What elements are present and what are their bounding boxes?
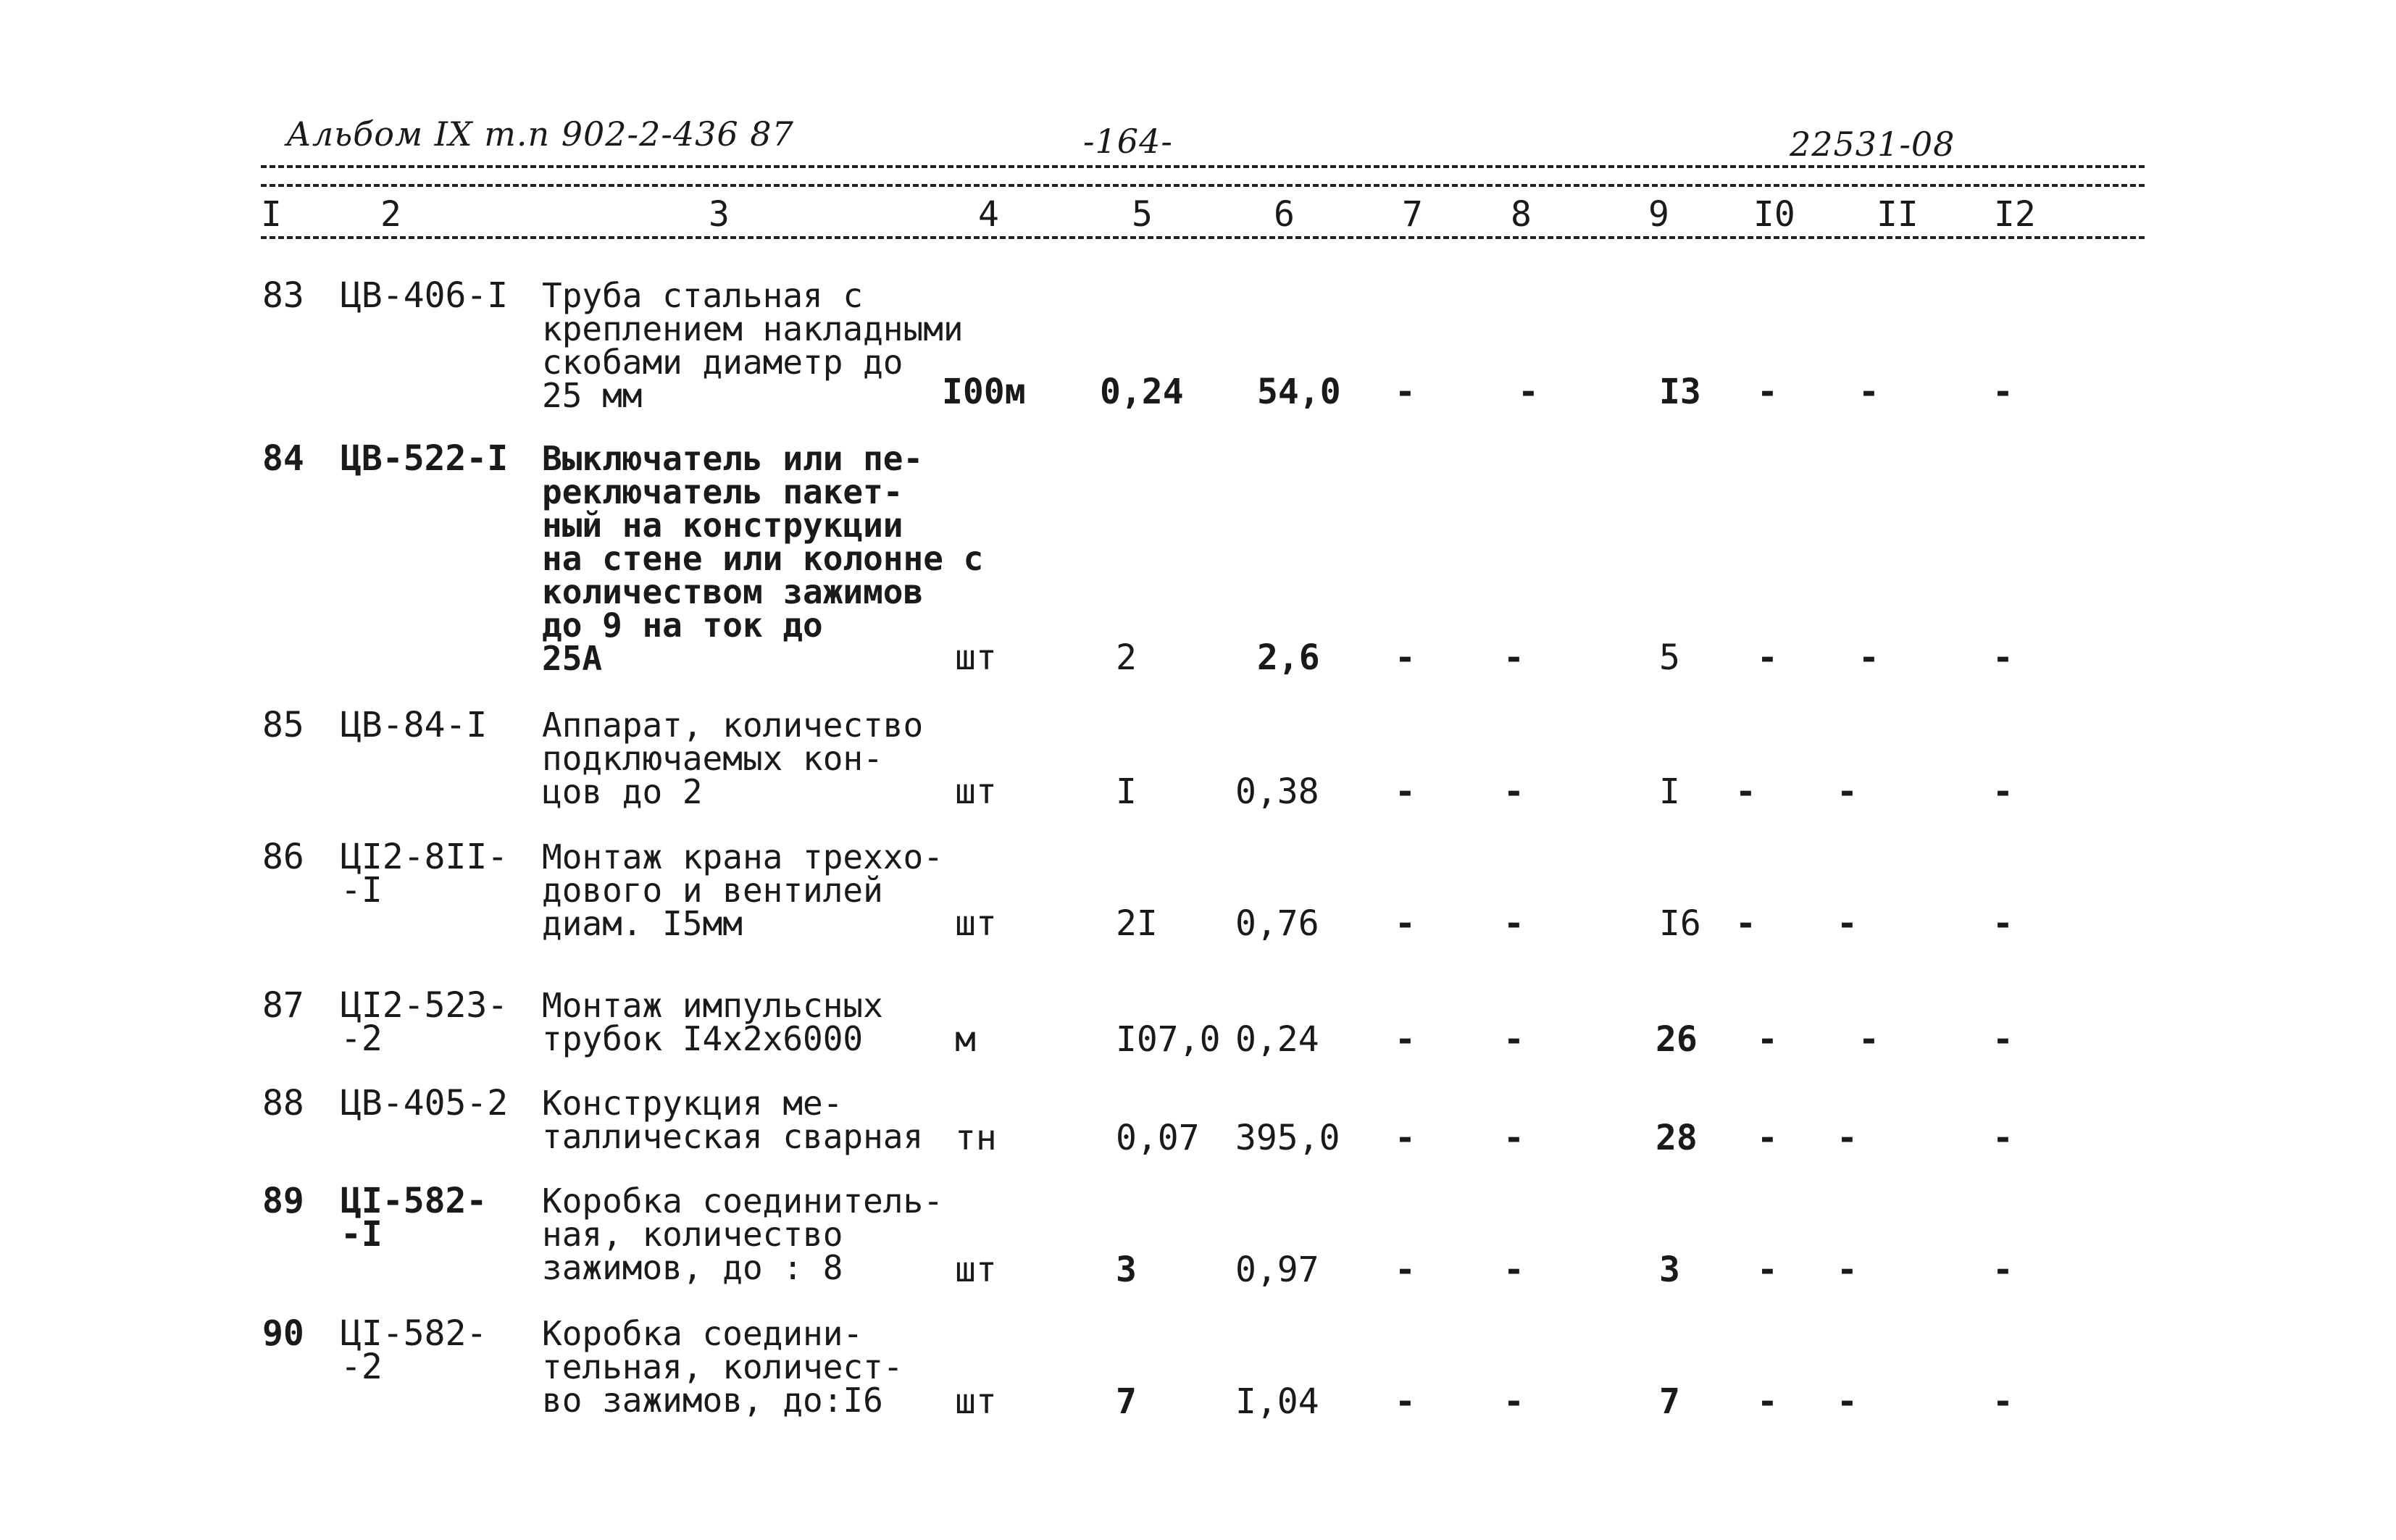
col-8: - [1503, 771, 1524, 812]
column-number: 2 [380, 194, 401, 235]
price-code: ЦВ-406-I [341, 275, 509, 316]
page-number: -164- [1083, 122, 1173, 161]
col-11: - [1858, 637, 1879, 678]
unit-price: 0,38 [1235, 771, 1319, 812]
unit: шт [955, 1250, 997, 1290]
col-11: - [1858, 1019, 1879, 1060]
col-12: - [1992, 1118, 2013, 1158]
col-7: - [1395, 1118, 1416, 1158]
col-12: - [1992, 372, 2013, 412]
work-description: Аппарат, количество подключаемых кон- цов до 2 [542, 706, 924, 811]
col-9: I6 [1659, 903, 1701, 944]
col-9: I [1659, 771, 1680, 812]
col-9: 26 [1656, 1019, 1698, 1060]
price-code: ЦI-582- -2 [341, 1313, 488, 1387]
col-8: - [1503, 637, 1524, 678]
col-10: - [1735, 771, 1756, 812]
row-number: 90 [262, 1313, 304, 1354]
row-number: 84 [262, 438, 304, 479]
col-7: - [1395, 372, 1416, 412]
column-number: II [1877, 194, 1919, 235]
col-12: - [1992, 771, 2013, 812]
col-10: - [1757, 1118, 1778, 1158]
album-reference: Альбом IX т.п 902-2-436 87 [286, 114, 794, 154]
quantity: I07,0 [1116, 1019, 1221, 1060]
column-number: I [261, 194, 282, 235]
unit-price: 0,24 [1235, 1019, 1319, 1060]
col-9: 3 [1659, 1250, 1680, 1290]
col-10: - [1757, 1250, 1778, 1290]
document-code: 22531-08 [1790, 125, 1955, 164]
col-10: - [1757, 1019, 1778, 1060]
col-7: - [1395, 1381, 1416, 1422]
col-7: - [1395, 1019, 1416, 1060]
unit: I00м [942, 372, 1026, 412]
col-8: - [1503, 1019, 1524, 1060]
column-number: 7 [1402, 194, 1423, 235]
col-8: - [1503, 1118, 1524, 1158]
col-7: - [1395, 1250, 1416, 1290]
row-number: 83 [262, 275, 304, 316]
work-description: Труба стальная с креплением накладными скобами диаметр до 25 мм [542, 276, 964, 415]
column-number: I2 [1994, 194, 2036, 235]
col-10: - [1757, 637, 1778, 678]
row-number: 85 [262, 705, 304, 745]
col-9: 28 [1656, 1118, 1698, 1158]
col-11: - [1837, 1381, 1858, 1422]
price-code: ЦВ-522-I [341, 438, 509, 479]
column-number: 8 [1511, 194, 1532, 235]
work-description: Выключатель или пе- реключатель пакет- ный на конструкции на стене или колонне с количеством зажимов до 9 на ток до 25А [542, 439, 984, 678]
work-description: Конструкция ме- таллическая сварная [542, 1084, 924, 1156]
col-8: - [1503, 1250, 1524, 1290]
unit-price: 2,6 [1257, 637, 1320, 678]
work-description: Монтаж крана трехxо- дового и вентилей диам. I5мм [542, 837, 943, 943]
quantity: 0,07 [1116, 1118, 1200, 1158]
column-header-rule [261, 236, 2145, 239]
col-10: - [1757, 372, 1778, 412]
work-description: Коробка соединитель- ная, количество зажимов, до : 8 [542, 1181, 943, 1287]
price-code: ЦI-582- -I [341, 1181, 488, 1255]
col-12: - [1992, 1381, 2013, 1422]
work-description: Коробка соедини- тельная, количест- во зажимов, до:I6 [542, 1314, 903, 1420]
col-7: - [1395, 771, 1416, 812]
col-9: I3 [1659, 372, 1701, 412]
column-number: 4 [978, 194, 999, 235]
header-rule-2 [261, 184, 2145, 187]
col-8: - [1503, 903, 1524, 944]
col-11: - [1837, 1118, 1858, 1158]
unit: тн [955, 1118, 997, 1158]
col-8: - [1518, 372, 1539, 412]
column-number: 9 [1648, 194, 1669, 235]
unit: шт [955, 771, 997, 812]
work-description: Монтаж импульсных трубок I4x2x6000 [542, 986, 883, 1058]
col-11: - [1837, 771, 1858, 812]
col-9: 7 [1659, 1381, 1680, 1422]
unit: шт [955, 903, 997, 944]
col-12: - [1992, 1019, 2013, 1060]
col-7: - [1395, 903, 1416, 944]
unit-price: 0,76 [1235, 903, 1319, 944]
col-11: - [1858, 372, 1879, 412]
col-10: - [1757, 1381, 1778, 1422]
col-10: - [1735, 903, 1756, 944]
quantity: 2I [1116, 903, 1158, 944]
column-number: 5 [1132, 194, 1153, 235]
unit-price: 54,0 [1257, 372, 1341, 412]
unit-price: 0,97 [1235, 1250, 1319, 1290]
col-11: - [1837, 903, 1858, 944]
price-code: ЦВ-405-2 [341, 1083, 509, 1123]
col-12: - [1992, 1250, 2013, 1290]
quantity: 0,24 [1100, 372, 1184, 412]
unit: м [955, 1019, 976, 1060]
col-12: - [1992, 637, 2013, 678]
row-number: 89 [262, 1181, 304, 1221]
column-number: 6 [1274, 194, 1295, 235]
column-number: 3 [709, 194, 730, 235]
header-rule [261, 165, 2145, 168]
row-number: 86 [262, 837, 304, 877]
col-9: 5 [1659, 637, 1680, 678]
column-number: I0 [1753, 194, 1795, 235]
quantity: 2 [1116, 637, 1137, 678]
quantity: 7 [1116, 1381, 1137, 1422]
price-code: ЦВ-84-I [341, 705, 488, 745]
quantity: I [1116, 771, 1137, 812]
quantity: 3 [1116, 1250, 1137, 1290]
row-number: 88 [262, 1083, 304, 1123]
row-number: 87 [262, 985, 304, 1026]
col-8: - [1503, 1381, 1524, 1422]
col-12: - [1992, 903, 2013, 944]
col-11: - [1837, 1250, 1858, 1290]
unit-price: 395,0 [1235, 1118, 1340, 1158]
unit-price: I,04 [1235, 1381, 1319, 1422]
unit: шт [955, 1381, 997, 1422]
price-code: ЦI2-523- -2 [341, 985, 509, 1059]
col-7: - [1395, 637, 1416, 678]
price-code: ЦI2-8II- -I [341, 837, 509, 911]
unit: шт [955, 637, 997, 678]
